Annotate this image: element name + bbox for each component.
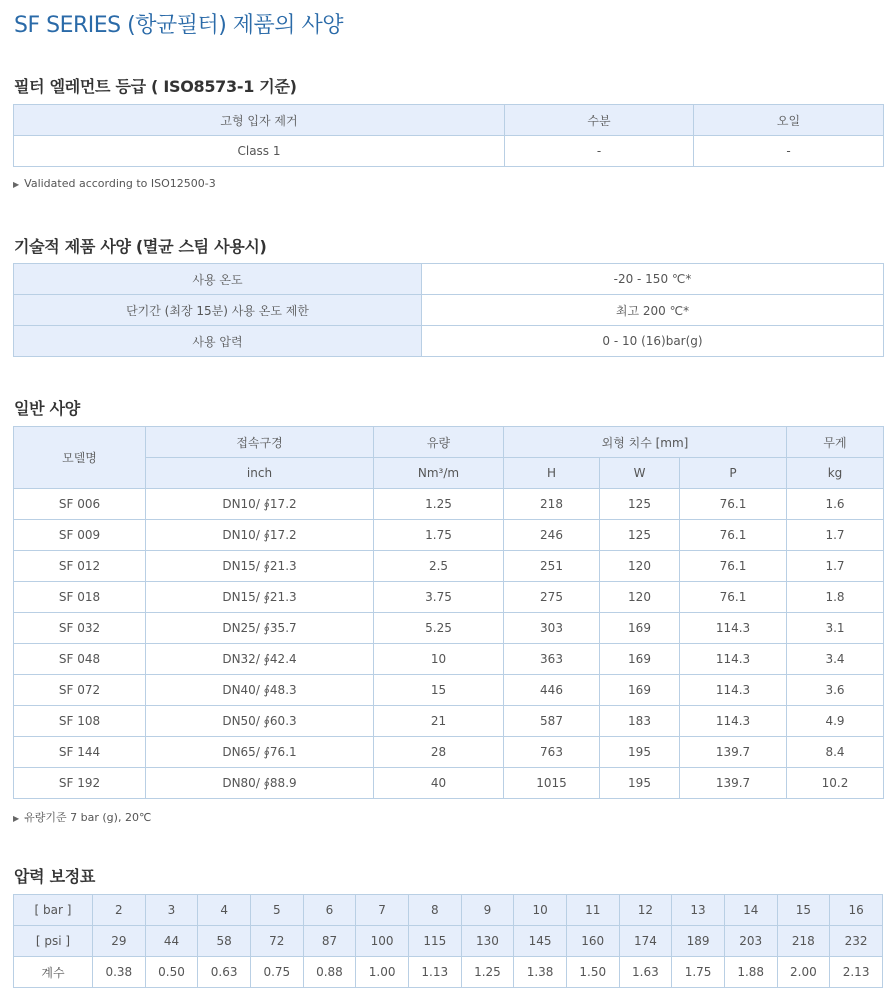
cell-model: SF 144 xyxy=(14,737,146,768)
cell-p-dimension: 139.7 xyxy=(680,737,787,768)
cell-height: 251 xyxy=(504,551,600,582)
cell-value: 7 xyxy=(356,895,409,926)
cell-connection: DN50/ ∮60.3 xyxy=(146,706,374,737)
cell-weight: 3.6 xyxy=(787,675,884,706)
table-row xyxy=(14,582,884,613)
row-label: [ psi ] xyxy=(14,926,93,957)
filter-grade-table xyxy=(13,104,884,167)
cell-solid-particle: Class 1 xyxy=(14,136,505,167)
table-row xyxy=(14,551,884,582)
cell-value: 14 xyxy=(724,895,777,926)
cell-connection: DN10/ ∮17.2 xyxy=(146,489,374,520)
cell-value: 13 xyxy=(672,895,725,926)
cell-value: 9 xyxy=(461,895,514,926)
subheader-weight-unit: kg xyxy=(787,458,884,489)
cell-value: 1.75 xyxy=(672,957,725,988)
cell-value: 160 xyxy=(566,926,619,957)
cell-model: SF 012 xyxy=(14,551,146,582)
pressure-correction-body xyxy=(14,895,883,988)
cell-height: 303 xyxy=(504,613,600,644)
header-weight: 무게 xyxy=(787,427,884,458)
table-row xyxy=(14,264,884,295)
cell-width: 120 xyxy=(600,551,680,582)
cell-connection: DN15/ ∮21.3 xyxy=(146,582,374,613)
cell-weight: 1.7 xyxy=(787,520,884,551)
header-connection: 접속구경 xyxy=(146,427,374,458)
cell-value: 12 xyxy=(619,895,672,926)
cell-value: 15 xyxy=(777,895,830,926)
cell-height: 1015 xyxy=(504,768,600,799)
table-row xyxy=(14,895,883,926)
cell-flow: 10 xyxy=(374,644,504,675)
cell-width: 169 xyxy=(600,613,680,644)
table-row xyxy=(14,675,884,706)
cell-value: 4 xyxy=(198,895,251,926)
cell-width: 195 xyxy=(600,768,680,799)
table-row xyxy=(14,136,884,167)
table-row xyxy=(14,926,883,957)
subheader-h: H xyxy=(504,458,600,489)
header-oil: 오일 xyxy=(694,105,884,136)
cell-value: 1.63 xyxy=(619,957,672,988)
table-row xyxy=(14,706,884,737)
cell-model: SF 006 xyxy=(14,489,146,520)
row-label: [ bar ] xyxy=(14,895,93,926)
cell-value: 203 xyxy=(724,926,777,957)
general-spec-body xyxy=(14,489,884,799)
table-header-row xyxy=(14,105,884,136)
note-iso12500 xyxy=(13,177,216,190)
cell-water: - xyxy=(505,136,694,167)
cell-height: 446 xyxy=(504,675,600,706)
cell-p-dimension: 76.1 xyxy=(680,551,787,582)
cell-connection: DN15/ ∮21.3 xyxy=(146,551,374,582)
cell-value: 2 xyxy=(93,895,146,926)
cell-p-dimension: 76.1 xyxy=(680,489,787,520)
cell-value: 1.25 xyxy=(461,957,514,988)
cell-p-dimension: 114.3 xyxy=(680,706,787,737)
table-row xyxy=(14,644,884,675)
cell-value: 0.50 xyxy=(145,957,198,988)
cell-flow: 1.75 xyxy=(374,520,504,551)
spec-label: 사용 온도 xyxy=(14,264,422,295)
subheader-connection-unit: inch xyxy=(146,458,374,489)
technical-spec-table xyxy=(13,263,884,357)
cell-connection: DN40/ ∮48.3 xyxy=(146,675,374,706)
cell-value: 145 xyxy=(514,926,567,957)
cell-weight: 3.4 xyxy=(787,644,884,675)
pressure-correction-table xyxy=(13,894,883,988)
cell-value: 1.38 xyxy=(514,957,567,988)
cell-value: 174 xyxy=(619,926,672,957)
cell-p-dimension: 76.1 xyxy=(680,520,787,551)
row-label: 계수 xyxy=(14,957,93,988)
cell-connection: DN65/ ∮76.1 xyxy=(146,737,374,768)
cell-model: SF 032 xyxy=(14,613,146,644)
cell-width: 125 xyxy=(600,520,680,551)
cell-model: SF 192 xyxy=(14,768,146,799)
triangle-right-icon: ▶ xyxy=(13,814,20,823)
cell-value: 2.00 xyxy=(777,957,830,988)
cell-width: 183 xyxy=(600,706,680,737)
cell-oil: - xyxy=(694,136,884,167)
cell-height: 587 xyxy=(504,706,600,737)
cell-value: 3 xyxy=(145,895,198,926)
cell-value: 11 xyxy=(566,895,619,926)
subheader-w: W xyxy=(600,458,680,489)
header-model: 모델명 xyxy=(14,427,146,489)
note-text: Validated according to ISO12500-3 xyxy=(24,177,216,190)
subheader-flow-unit: Nm³/m xyxy=(374,458,504,489)
cell-width: 169 xyxy=(600,644,680,675)
cell-p-dimension: 114.3 xyxy=(680,675,787,706)
cell-width: 195 xyxy=(600,737,680,768)
cell-flow: 21 xyxy=(374,706,504,737)
section-title-pressure-correction: 압력 보정표 xyxy=(14,867,96,886)
cell-model: SF 009 xyxy=(14,520,146,551)
table-row xyxy=(14,613,884,644)
cell-value: 87 xyxy=(303,926,356,957)
cell-flow: 1.25 xyxy=(374,489,504,520)
cell-value: 0.88 xyxy=(303,957,356,988)
cell-value: 2.13 xyxy=(830,957,883,988)
table-header-row xyxy=(14,427,884,458)
cell-model: SF 108 xyxy=(14,706,146,737)
cell-value: 218 xyxy=(777,926,830,957)
cell-connection: DN80/ ∮88.9 xyxy=(146,768,374,799)
cell-value: 1.50 xyxy=(566,957,619,988)
note-text: 유량기준 7 bar (g), 20℃ xyxy=(24,811,152,824)
cell-width: 169 xyxy=(600,675,680,706)
table-row xyxy=(14,326,884,357)
cell-value: 44 xyxy=(145,926,198,957)
cell-value: 100 xyxy=(356,926,409,957)
cell-value: 1.00 xyxy=(356,957,409,988)
cell-height: 275 xyxy=(504,582,600,613)
cell-value: 1.13 xyxy=(408,957,461,988)
cell-value: 10 xyxy=(514,895,567,926)
page-title: SF SERIES (항균필터) 제품의 사양 xyxy=(14,13,344,38)
cell-p-dimension: 76.1 xyxy=(680,582,787,613)
cell-model: SF 072 xyxy=(14,675,146,706)
spec-label: 사용 압력 xyxy=(14,326,422,357)
header-dimensions: 외형 치수 [mm] xyxy=(504,427,787,458)
cell-value: 6 xyxy=(303,895,356,926)
cell-flow: 15 xyxy=(374,675,504,706)
header-water: 수분 xyxy=(505,105,694,136)
cell-value: 130 xyxy=(461,926,514,957)
general-spec-table xyxy=(13,426,884,799)
section-title-general-spec: 일반 사양 xyxy=(14,399,80,418)
cell-weight: 1.6 xyxy=(787,489,884,520)
cell-value: 29 xyxy=(93,926,146,957)
cell-weight: 4.9 xyxy=(787,706,884,737)
cell-weight: 1.8 xyxy=(787,582,884,613)
table-row xyxy=(14,520,884,551)
section-title-filter-grade: 필터 엘레먼트 등급 ( ISO8573-1 기준) xyxy=(14,77,297,96)
cell-value: 0.38 xyxy=(93,957,146,988)
cell-value: 16 xyxy=(830,895,883,926)
cell-height: 363 xyxy=(504,644,600,675)
table-row xyxy=(14,957,883,988)
cell-value: 232 xyxy=(830,926,883,957)
cell-value: 72 xyxy=(250,926,303,957)
spec-value: 0 - 10 (16)bar(g) xyxy=(422,326,884,357)
section-title-technical-spec: 기술적 제품 사양 (멸균 스팀 사용시) xyxy=(14,237,267,256)
cell-value: 0.75 xyxy=(250,957,303,988)
cell-height: 246 xyxy=(504,520,600,551)
cell-flow: 28 xyxy=(374,737,504,768)
triangle-right-icon: ▶ xyxy=(13,180,20,189)
cell-height: 218 xyxy=(504,489,600,520)
header-flow: 유량 xyxy=(374,427,504,458)
cell-p-dimension: 139.7 xyxy=(680,768,787,799)
cell-p-dimension: 114.3 xyxy=(680,644,787,675)
subheader-p: P xyxy=(680,458,787,489)
cell-connection: DN10/ ∮17.2 xyxy=(146,520,374,551)
note-flow-basis xyxy=(13,809,151,825)
cell-width: 125 xyxy=(600,489,680,520)
cell-weight: 3.1 xyxy=(787,613,884,644)
cell-height: 763 xyxy=(504,737,600,768)
cell-value: 189 xyxy=(672,926,725,957)
cell-model: SF 018 xyxy=(14,582,146,613)
cell-flow: 40 xyxy=(374,768,504,799)
header-solid-particle: 고형 입자 제거 xyxy=(14,105,505,136)
cell-flow: 3.75 xyxy=(374,582,504,613)
table-row xyxy=(14,489,884,520)
cell-connection: DN32/ ∮42.4 xyxy=(146,644,374,675)
cell-value: 0.63 xyxy=(198,957,251,988)
table-row xyxy=(14,295,884,326)
cell-weight: 10.2 xyxy=(787,768,884,799)
cell-flow: 5.25 xyxy=(374,613,504,644)
spec-label: 단기간 (최장 15분) 사용 온도 제한 xyxy=(14,295,422,326)
cell-value: 58 xyxy=(198,926,251,957)
cell-value: 5 xyxy=(250,895,303,926)
cell-weight: 8.4 xyxy=(787,737,884,768)
cell-flow: 2.5 xyxy=(374,551,504,582)
cell-width: 120 xyxy=(600,582,680,613)
cell-value: 115 xyxy=(408,926,461,957)
cell-p-dimension: 114.3 xyxy=(680,613,787,644)
cell-value: 1.88 xyxy=(724,957,777,988)
spec-value: 최고 200 ℃* xyxy=(422,295,884,326)
table-row xyxy=(14,737,884,768)
cell-connection: DN25/ ∮35.7 xyxy=(146,613,374,644)
table-row xyxy=(14,768,884,799)
spec-value: -20 - 150 ℃* xyxy=(422,264,884,295)
cell-model: SF 048 xyxy=(14,644,146,675)
cell-value: 8 xyxy=(408,895,461,926)
cell-weight: 1.7 xyxy=(787,551,884,582)
